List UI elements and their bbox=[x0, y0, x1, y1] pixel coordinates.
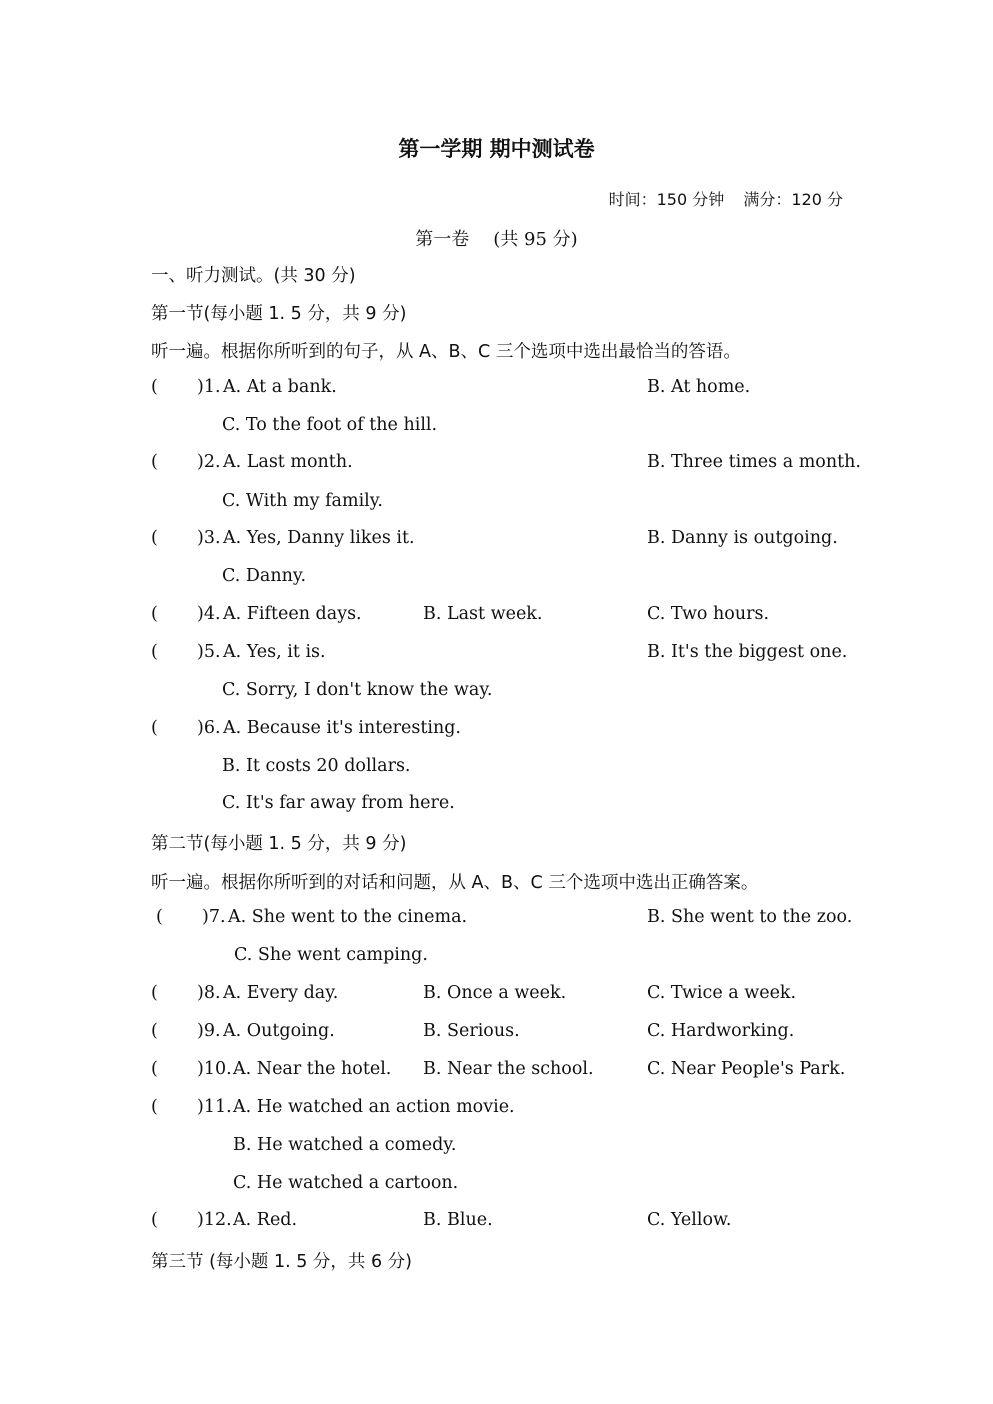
question-7 bbox=[156, 907, 856, 933]
option-a: A. Yes, Danny likes it. bbox=[223, 528, 415, 548]
option-a: A. Last month. bbox=[223, 452, 353, 472]
option-a: A. Yes, it is. bbox=[223, 642, 326, 662]
option-b: B. Danny is outgoing. bbox=[647, 528, 838, 548]
question-number: )4. bbox=[197, 604, 221, 624]
option-a: A. Because it's interesting. bbox=[223, 718, 461, 738]
option-c: C. Near People's Park. bbox=[647, 1059, 846, 1079]
question-number: )7. bbox=[202, 907, 226, 927]
question-number: )11. bbox=[197, 1097, 232, 1117]
question-4 bbox=[151, 604, 851, 630]
question-number: )5. bbox=[197, 642, 221, 662]
option-b: B. Blue. bbox=[423, 1210, 493, 1230]
part-name: 第一卷 bbox=[415, 229, 470, 250]
page-title: 第一学期 期中测试卷 bbox=[398, 137, 595, 161]
subsection-2-instruction: 听一遍。根据你所听到的对话和问题，从 A、B、C 三个选项中选出正确答案。 bbox=[151, 873, 759, 893]
subsection-3-heading: 第三节 (每小题 1. 5 分，共 6 分) bbox=[151, 1252, 412, 1272]
answer-paren[interactable]: ( bbox=[151, 642, 158, 662]
option-c: C. With my family. bbox=[222, 491, 383, 511]
question-3 bbox=[151, 528, 851, 554]
question-number: )6. bbox=[197, 718, 221, 738]
option-b: B. She went to the zoo. bbox=[647, 907, 853, 927]
question-6 bbox=[151, 718, 851, 744]
option-a: A. Every day. bbox=[223, 983, 339, 1003]
option-c: C. Yellow. bbox=[647, 1210, 732, 1230]
question-11 bbox=[151, 1097, 851, 1123]
answer-paren[interactable]: ( bbox=[151, 1097, 158, 1117]
answer-paren[interactable]: ( bbox=[151, 528, 158, 548]
exam-time: 时间：150 分钟 bbox=[608, 190, 725, 209]
answer-paren[interactable]: ( bbox=[151, 1059, 158, 1079]
section-heading-listening: 一、听力测试。(共 30 分) bbox=[151, 266, 356, 286]
answer-paren[interactable]: ( bbox=[151, 718, 158, 738]
option-c: C. Two hours. bbox=[647, 604, 770, 624]
option-a: A. Outgoing. bbox=[223, 1021, 335, 1041]
option-a: A. She went to the cinema. bbox=[228, 907, 468, 927]
option-b: B. Serious. bbox=[423, 1021, 520, 1041]
option-b: B. It costs 20 dollars. bbox=[222, 756, 411, 776]
option-a: A. He watched an action movie. bbox=[233, 1097, 515, 1117]
option-a: A. Fifteen days. bbox=[223, 604, 362, 624]
question-number: )9. bbox=[197, 1021, 221, 1041]
part-score: (共 95 分) bbox=[493, 229, 578, 250]
option-c: C. Hardworking. bbox=[647, 1021, 795, 1041]
option-b: B. Three times a month. bbox=[647, 452, 861, 472]
question-number: )10. bbox=[197, 1059, 232, 1079]
question-number: )3. bbox=[197, 528, 221, 548]
answer-paren[interactable]: ( bbox=[151, 983, 158, 1003]
answer-paren[interactable]: ( bbox=[151, 1210, 158, 1230]
question-12 bbox=[151, 1210, 851, 1236]
answer-paren[interactable]: ( bbox=[151, 604, 158, 624]
option-c: C. She went camping. bbox=[234, 945, 428, 965]
answer-paren[interactable]: ( bbox=[151, 377, 158, 397]
option-b: B. Last week. bbox=[423, 604, 543, 624]
option-c: C. To the foot of the hill. bbox=[222, 415, 438, 435]
subsection-1-heading: 第一节(每小题 1. 5 分，共 9 分) bbox=[151, 304, 407, 324]
question-number: )1. bbox=[197, 377, 221, 397]
answer-paren[interactable]: ( bbox=[151, 1021, 158, 1041]
part-heading bbox=[0, 225, 993, 251]
subsection-2-heading: 第二节(每小题 1. 5 分，共 9 分) bbox=[151, 834, 407, 854]
question-2 bbox=[151, 452, 861, 478]
option-c: C. Danny. bbox=[222, 566, 307, 586]
exam-full-score: 满分：120 分 bbox=[743, 190, 843, 209]
option-c: C. Twice a week. bbox=[647, 983, 797, 1003]
option-b: B. It's the biggest one. bbox=[647, 642, 848, 662]
option-b: B. Near the school. bbox=[423, 1059, 594, 1079]
answer-paren[interactable]: ( bbox=[156, 907, 163, 927]
question-1 bbox=[151, 377, 851, 403]
option-b: B. At home. bbox=[647, 377, 751, 397]
question-9 bbox=[151, 1021, 851, 1047]
option-a: A. Red. bbox=[233, 1210, 298, 1230]
option-b: B. He watched a comedy. bbox=[233, 1135, 457, 1155]
question-number: )8. bbox=[197, 983, 221, 1003]
question-number: )2. bbox=[197, 452, 221, 472]
option-c: C. It's far away from here. bbox=[222, 793, 455, 813]
question-10 bbox=[151, 1059, 851, 1085]
option-c: C. Sorry, I don't know the way. bbox=[222, 680, 493, 700]
option-a: A. Near the hotel. bbox=[233, 1059, 392, 1079]
option-c: C. He watched a cartoon. bbox=[233, 1173, 459, 1193]
question-8 bbox=[151, 983, 851, 1009]
option-b: B. Once a week. bbox=[423, 983, 567, 1003]
answer-paren[interactable]: ( bbox=[151, 452, 158, 472]
question-number: )12. bbox=[197, 1210, 232, 1230]
subsection-1-instruction: 听一遍。根据你所听到的句子，从 A、B、C 三个选项中选出最恰当的答语。 bbox=[151, 342, 741, 362]
question-5 bbox=[151, 642, 851, 668]
option-a: A. At a bank. bbox=[223, 377, 337, 397]
exam-meta bbox=[603, 187, 843, 210]
